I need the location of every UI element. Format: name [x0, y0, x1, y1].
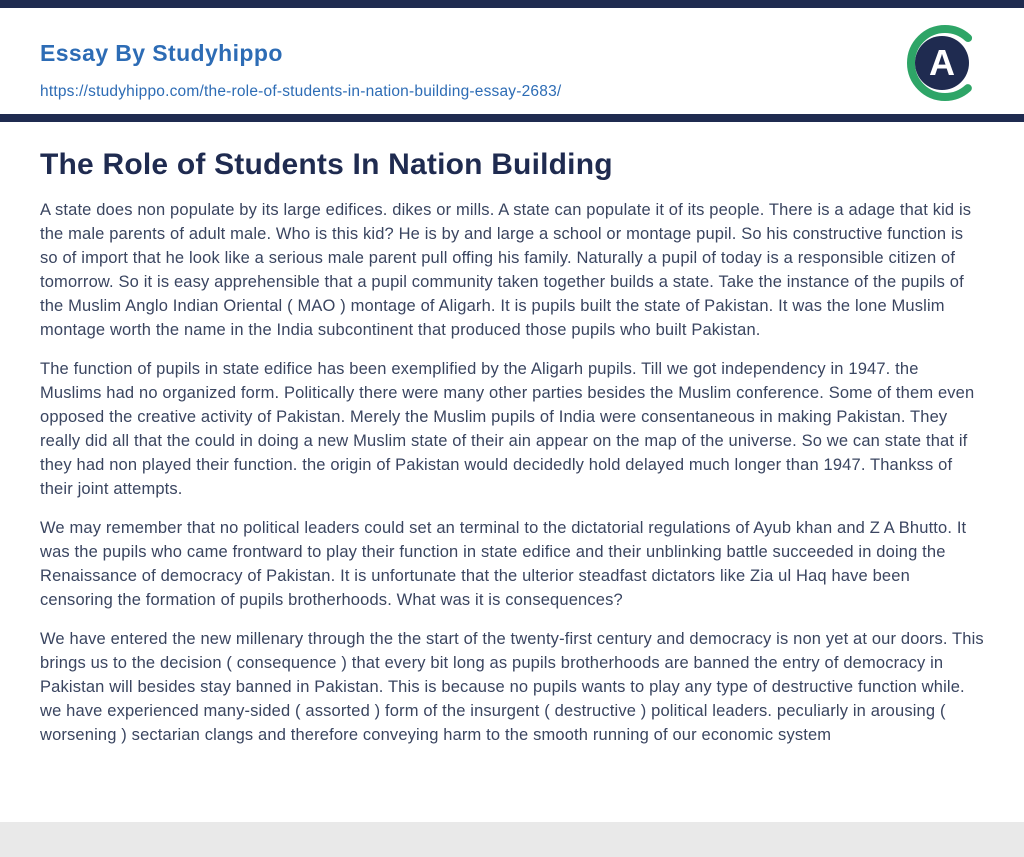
- essay-paragraph-4: We have entered the new millenary through the the start of the twenty-first century and democracy is non yet at our doors. This brings us to the decision ( consequence ) that every bit long as pupils brotherhoods are banned the entry of democracy in Pakistan will besides stay banned in Pakistan. This is because no pupils wants to play any type of destructive function while. we have experienced many-sided ( assorted ) form of the insurgent ( destructive ) political leaders. peculiarly in arousing ( worsening ) sectarian clangs and therefore conveying harm to the smooth running of our economic system: [40, 630, 984, 744]
- source-url-link[interactable]: https://studyhippo.com/the-role-of-students-in-nation-building-essay-2683/: [40, 82, 562, 100]
- essay-paragraph-3: We may remember that no political leaders could set an terminal to the dictatorial regulations of Ayub khan and Z A Bhutto. It was the pupils who came frontward to play their function in state edifice and their unblinking battle succeeded in doing the Renaissance of democracy of Pakistan. It is unfortunate that the ulterior steadfast dictators like Zia ul Haq have been censoring the formation of pupils brotherhoods. What was it is consequences?: [40, 519, 967, 609]
- site-label: Essay By Studyhippo: [40, 39, 283, 66]
- header-divider-bar: [0, 114, 1024, 122]
- logo-letter: A: [929, 42, 955, 83]
- essay-paragraph-1: A state does non populate by its large edifices. dikes or mills. A state can populate it of its people. There is a adage that kid is the male parents of adult male. Who is this kid? He is by and large a school or montage pupil. So his constructive function is so of import that he look like a serious male parent pull offing his family. Naturally a pupil of today is a responsible citizen of tomorrow. So it is easy apprehensible that a pupil community taken together builds a state. Take the instance of the pupils of the Muslim Anglo Indian Oriental ( MAO ) montage of Aligarh. It is pupils built the state of Pakistan. It was the lone Muslim montage worth the name in the India subcontinent that produced those pupils who built Pakistan.: [40, 201, 972, 339]
- studyhippo-logo-graphic: [906, 24, 984, 102]
- essay-paragraph-2: The function of pupils in state edifice has been exemplified by the Aligarh pupils. Till we got independency in 1947. the Muslims had no organized form. Politically there were many other parties besides the Muslim conference. Some of them even opposed the creative activity of Pakistan. Merely the Muslim pupils of India were consentaneous in making Pakistan. They really did all that the could in doing a new Muslim state of their ain appear on the map of the universe. So we can state that if they had non played their function. the origin of Pakistan would decidedly hold delayed much longer than 1947. Thankss of their joint attempts.: [40, 360, 975, 498]
- essay-content: [0, 122, 1024, 747]
- header-text-block: [40, 26, 561, 101]
- essay-title: The Role of Students In Nation Building: [40, 148, 613, 181]
- page-header: [0, 8, 1024, 114]
- studyhippo-logo: [906, 24, 984, 102]
- top-accent-bar: [0, 0, 1024, 8]
